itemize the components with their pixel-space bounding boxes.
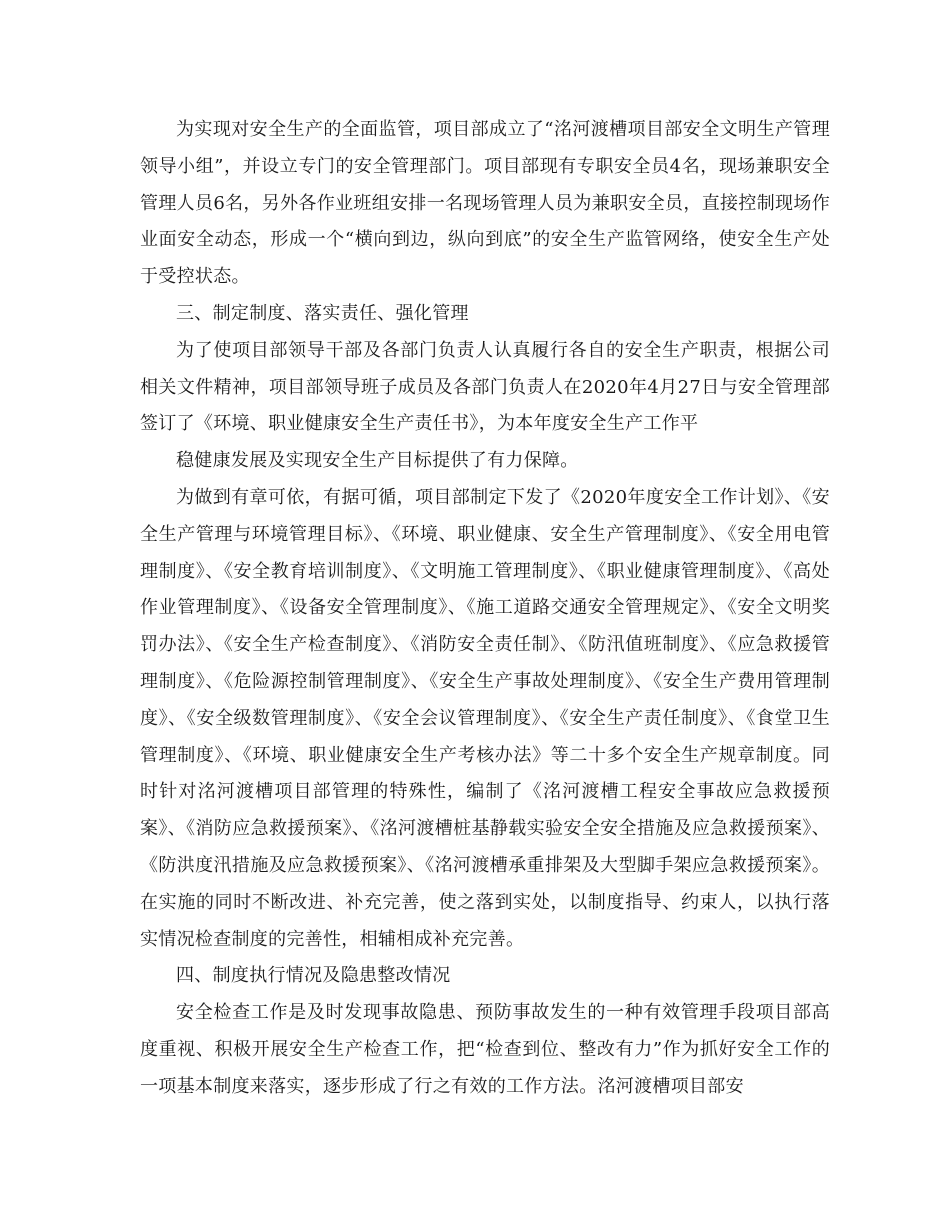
section-heading-3: 三、制定制度、落实责任、强化管理 <box>176 302 469 324</box>
paragraph-responsibility: 为了使项目部领导干部及各部门负责人认真履行各自的安全生产职责，根据公司相关文件精神，项目部领导班子成员及各部门负责人在2020年4月27日与安全管理部签订了《环境、职业健康安全生产责任书》，为本年度安全生产工作平 <box>140 339 830 435</box>
document-body <box>140 112 830 1106</box>
paragraph-regulations: 为做到有章可依，有据可循，项目部制定下发了《2020年度安全工作计划》、《安全生产管理与环境管理目标》、《环境、职业健康、安全生产管理制度》、《安全用电管理制度》、《安全教育培训制度》、《文明施工管理制度》、《职业健康管理制度》、《高处作业管理制度》、《设备安全管理制度》、《施工道路交通安全管理规定》、《安全文明奖罚办法》、《安全生产检查制度》、《消防安全责任制》、《防汛值班制度》、《应急救援管理制度》、《危险源控制管理制度》、《安全生产事故处理制度》、《安全生产费用管理制度》、《安全级数管理制度》、《安全会议管理制度》、《安全生产责任制度》、《食堂卫生管理制度》、《环境、职业健康安全生产考核办法》等二十多个安全生产规章制度。同时针对洺河渡槽项目部管理的特殊性，编制了《洺河渡槽工程安全事故应急救援预案》、《消防应急救援预案》、《洺河渡槽桩基静载实验安全安全措施及应急救援预案》、《防洪度汛措施及应急救援预案》、《洺河渡槽承重排架及大型脚手架应急救援预案》。在实施的同时不断改进、补充完善，使之落到实处，以制度指导、约束人，以执行落实情况检查制度的完善性，相辅相成补充完善。 <box>140 486 830 950</box>
section-heading-4: 四、制度执行情况及隐患整改情况 <box>176 965 451 987</box>
paragraph-supervision: 为实现对安全生产的全面监管，项目部成立了“洺河渡槽项目部安全文明生产管理领导小组”，并设立专门的安全管理部门。项目部现有专职安全员4名，现场兼职安全管理人员6名，另外各作业班组安排一名现场管理人员为兼职安全员，直接控制现场作业面安全动态，形成一个“横向到边，纵向到底”的安全生产监管网络，使安全生产处于受控状态。 <box>140 119 830 288</box>
paragraph-guarantee: 稳健康发展及实现安全生产目标提供了有力保障。 <box>176 450 579 472</box>
paragraph-inspection: 安全检查工作是及时发现事故隐患、预防事故发生的一种有效管理手段项目部高度重视、积极开展安全生产检查工作，把“检查到位、整改有力”作为抓好安全工作的一项基本制度来落实，逐步形成了行之有效的工作方法。洺河渡槽项目部安 <box>140 1002 830 1097</box>
